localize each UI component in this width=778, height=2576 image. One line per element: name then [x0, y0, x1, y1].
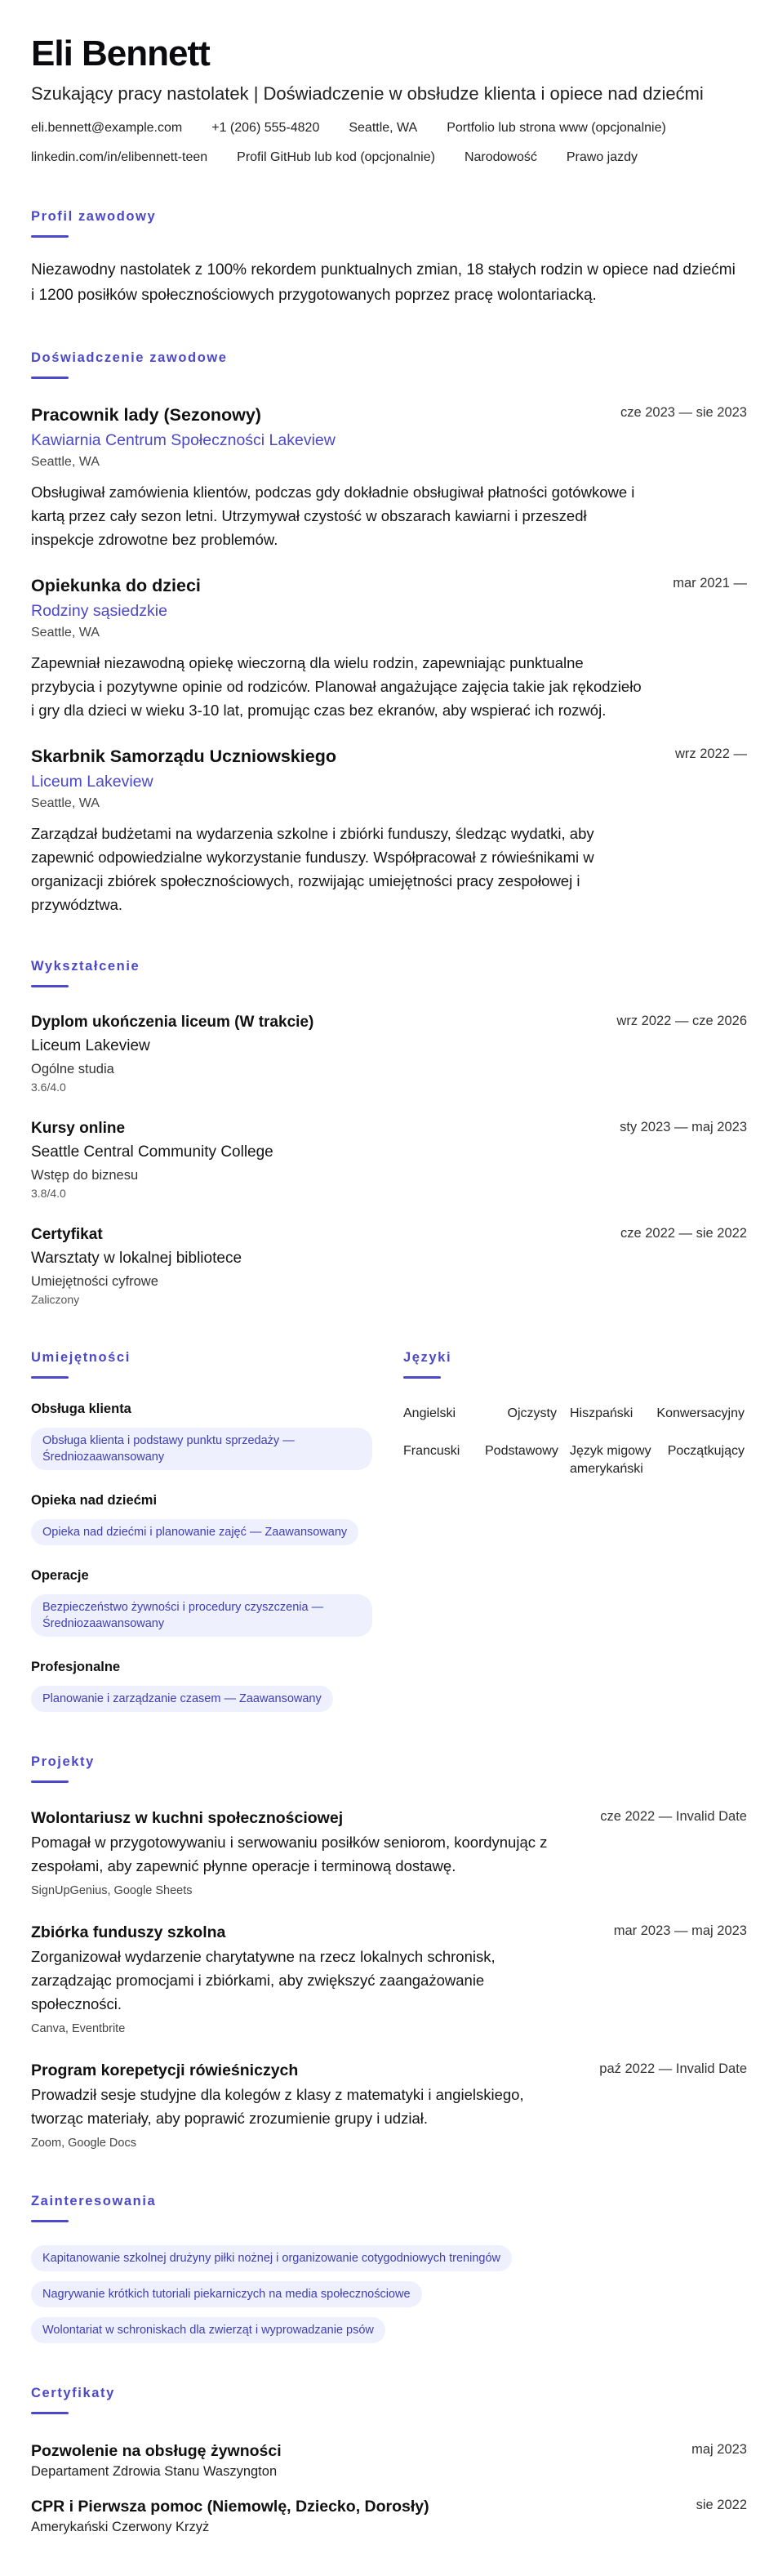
education-score: 3.8/4.0: [31, 1187, 66, 1200]
section-divider: [31, 1780, 69, 1783]
section-title: Projekty: [31, 1754, 95, 1769]
certificate-item: [31, 2440, 747, 2481]
job-date: wrz 2022 —: [674, 747, 747, 761]
section-divider: [31, 235, 69, 238]
education-date: wrz 2022 — cze 2026: [616, 1014, 747, 1028]
interests-section: [31, 2192, 747, 2343]
degree-title: Kursy online: [31, 1120, 126, 1137]
job-description: Obsługiwał zamówienia klientów, podczas gdy dokładnie obsługiwał płatności gotówkowe i kartą przez cały sezon letni. Utrzymywał czystość w obszarach kawiarni i przeszedł inspekcje zdrowotne bez problemów.: [31, 484, 635, 548]
skill-pill: Obsługa klienta i podstawy punktu sprzedaży — Średniozaawansowany: [31, 1428, 372, 1470]
education-section: [31, 957, 747, 1308]
job-date: cze 2023 — sie 2023: [620, 405, 747, 420]
job-date: mar 2021 —: [673, 576, 747, 591]
project-item: [31, 2060, 747, 2151]
project-tools: Zoom, Google Docs: [31, 2137, 136, 2150]
language-list: [403, 1405, 747, 1478]
project-date: cze 2022 — Invalid Date: [600, 1809, 747, 1824]
education-score: Zaliczony: [31, 1293, 80, 1306]
education-score: 3.6/4.0: [31, 1081, 66, 1094]
project-description: Prowadził sesje studyjne dla kolegów z klasy z matematyki i angielskiego, tworząc materiały, aby poprawić zrozumienie grupy i udział.: [31, 2086, 524, 2127]
candidate-name: Eli Bennett: [31, 33, 210, 74]
contact-github[interactable]: Profil GitHub lub kod (opcjonalnie): [237, 150, 435, 164]
language-level: Początkujący: [667, 1444, 745, 1458]
skill-group-name: Operacje: [31, 1568, 89, 1583]
contact-list: [31, 119, 747, 167]
contact-phone[interactable]: +1 (206) 555-4820: [211, 121, 320, 135]
skill-pill: Opieka nad dziećmi i planowanie zajęć — Zaawansowany: [31, 1519, 358, 1545]
section-title: Profil zawodowy: [31, 209, 157, 224]
project-description: Zorganizował wydarzenie charytatywne na rzecz lokalnych schronisk, zarządzając promocjami i zbiórkami, aby zwiększyć zaangażowanie społeczności.: [31, 1948, 496, 2012]
skills-section: [31, 1348, 403, 1712]
projects-section: [31, 1753, 747, 2151]
contact-nationality: Narodowość: [464, 150, 537, 164]
project-tools: SignUpGenius, Google Sheets: [31, 1884, 193, 1897]
job-location: Seattle, WA: [31, 796, 100, 810]
section-title: Wykształcenie: [31, 959, 140, 974]
contact-location: Seattle, WA: [349, 121, 418, 135]
education-item: [31, 1012, 747, 1095]
skill-pill: Planowanie i zarządzanie czasem — Zaawansowany: [31, 1686, 333, 1712]
language-name: Hiszpański: [570, 1406, 634, 1420]
summary-section: [31, 207, 747, 308]
job-title: Opiekunka do dzieci: [31, 576, 201, 595]
contact-portfolio[interactable]: Portfolio lub strona www (opcjonalnie): [447, 121, 666, 135]
job-location: Seattle, WA: [31, 455, 100, 469]
interest-list: [31, 2245, 747, 2343]
job-company: Kawiarnia Centrum Społeczności Lakeview: [31, 431, 336, 449]
section-divider: [31, 2412, 69, 2414]
project-item: [31, 1807, 747, 1899]
language-level: Ojczysty: [507, 1406, 557, 1420]
interest-pill: Nagrywanie krótkich tutoriali piekarniczych na media społecznościowe: [31, 2281, 422, 2307]
job-description: Zarządzał budżetami na wydarzenia szkolne i zbiórki funduszy, śledząc wydatki, aby zapewnić odpowiedzialne wykorzystanie funduszy. Współpracował z rówieśnikami w organizacji zbiórek społecznościowych, rozwijając umiejętności pracy zespołowej i przywództwa.: [31, 825, 594, 913]
degree-title: Dyplom ukończenia liceum (W trakcie): [31, 1014, 314, 1031]
education-item: [31, 1224, 747, 1308]
certificate-date: maj 2023: [691, 2442, 747, 2457]
education-list: [31, 1012, 747, 1308]
languages-section: [403, 1348, 747, 1712]
contact-driving-license: Prawo jazdy: [566, 150, 638, 164]
resume-header: [31, 33, 747, 167]
project-tools: Canva, Eventbrite: [31, 2022, 126, 2035]
field-of-study: Wstęp do biznesu: [31, 1168, 139, 1183]
project-list: [31, 1807, 747, 2151]
project-description: Pomagał w przygotowywaniu i serwowaniu posiłków seniorom, koordynując z zespołami, aby zapewnić płynne operacje i terminową dostawę.: [31, 1834, 548, 1874]
job-location: Seattle, WA: [31, 626, 100, 640]
candidate-headline: Szukający pracy nastolatek | Doświadczenie w obsłudze klienta i opiece nad dziećmi: [31, 83, 704, 104]
skill-group: [31, 1400, 403, 1470]
skill-group-name: Opieka nad dziećmi: [31, 1493, 158, 1508]
experience-item: [31, 574, 747, 722]
language-name: Język migowy amerykański: [570, 1444, 651, 1476]
skills-languages-row: [31, 1348, 747, 1712]
project-title: Program korepetycji rówieśniczych: [31, 2061, 299, 2079]
job-description: Zapewniał niezawodną opiekę wieczorną dla wielu rodzin, zapewniając punktualne przybycia i pozytywne opinie od rodziców. Planował angażujące zajęcia takie jak rękodzieło i gry dla dzieci w wieku 3-10 lat, promując czas bez ekranów, aby wspierać ich rozwój.: [31, 654, 642, 719]
section-divider: [31, 377, 69, 379]
language-level: Podstawowy: [485, 1444, 558, 1458]
certificate-title: CPR i Pierwsza pomoc (Niemowlę, Dziecko, Dorosły): [31, 2498, 429, 2516]
skill-pill: Bezpieczeństwo żywności i procedury czyszczenia — Średniozaawansowany: [31, 1594, 372, 1637]
certificate-date: sie 2022: [696, 2498, 747, 2512]
summary-text: Niezawodny nastolatek z 100% rekordem punktualnych zmian, 18 stałych rodzin w opiece nad dziećmi i 1200 posiłków społecznościowych przygotowanych poprzez pracę wolontariacką.: [31, 261, 736, 304]
interest-pill: Wolontariat w schroniskach dla zwierząt i wyprowadzanie psów: [31, 2317, 385, 2343]
certificate-item: [31, 2496, 747, 2537]
experience-list: [31, 403, 747, 916]
section-divider: [403, 1376, 441, 1379]
skill-group-name: Obsługa klienta: [31, 1402, 131, 1416]
contact-linkedin[interactable]: linkedin.com/in/elibennett-teen: [31, 150, 208, 164]
skill-group: [31, 1567, 403, 1637]
interest-pill: Kapitanowanie szkolnej drużyny piłki nożnej i organizowanie cotygodniowych treningów: [31, 2245, 512, 2271]
certificate-issuer: Departament Zdrowia Stanu Waszyngton: [31, 2464, 278, 2479]
section-divider: [31, 2220, 69, 2222]
school-name: Liceum Lakeview: [31, 1037, 150, 1054]
language-level: Konwersacyjny: [656, 1406, 745, 1420]
project-item: [31, 1922, 747, 2037]
field-of-study: Umiejętności cyfrowe: [31, 1274, 158, 1289]
project-date: mar 2023 — maj 2023: [613, 1923, 747, 1938]
section-divider: [31, 1376, 69, 1379]
school-name: Warsztaty w lokalnej bibliotece: [31, 1250, 242, 1267]
experience-section: [31, 349, 747, 916]
skill-group: [31, 1658, 403, 1712]
certificate-title: Pozwolenie na obsługę żywności: [31, 2442, 282, 2460]
section-divider: [31, 985, 69, 987]
project-title: Zbiórka funduszy szkolna: [31, 1923, 226, 1941]
experience-item: [31, 403, 747, 551]
job-company: Rodziny sąsiedzkie: [31, 602, 167, 620]
school-name: Seattle Central Community College: [31, 1143, 273, 1161]
education-date: cze 2022 — sie 2022: [620, 1226, 747, 1241]
field-of-study: Ogólne studia: [31, 1062, 114, 1076]
section-title: Zainteresowania: [31, 2194, 157, 2208]
project-title: Wolontariusz w kuchni społecznościowej: [31, 1809, 344, 1827]
certificate-issuer: Amerykański Czerwony Krzyż: [31, 2520, 210, 2534]
contact-email[interactable]: eli.bennett@example.com: [31, 121, 183, 135]
section-title: Umiejętności: [31, 1350, 131, 1365]
language-name: Angielski: [403, 1406, 456, 1420]
certificate-list: [31, 2440, 747, 2537]
skill-group-name: Profesjonalne: [31, 1660, 121, 1674]
section-title: Certyfikaty: [31, 2386, 115, 2400]
job-title: Skarbnik Samorządu Uczniowskiego: [31, 747, 336, 766]
skill-group: [31, 1491, 403, 1545]
project-date: paź 2022 — Invalid Date: [599, 2061, 747, 2076]
degree-title: Certyfikat: [31, 1226, 103, 1243]
section-title: Języki: [403, 1350, 452, 1365]
certificates-section: [31, 2384, 747, 2537]
job-title: Pracownik lady (Sezonowy): [31, 405, 261, 425]
experience-item: [31, 745, 747, 916]
education-item: [31, 1118, 747, 1201]
language-name: Francuski: [403, 1444, 460, 1458]
section-title: Doświadczenie zawodowe: [31, 350, 228, 365]
education-date: sty 2023 — maj 2023: [620, 1120, 747, 1134]
job-company: Liceum Lakeview: [31, 773, 153, 791]
